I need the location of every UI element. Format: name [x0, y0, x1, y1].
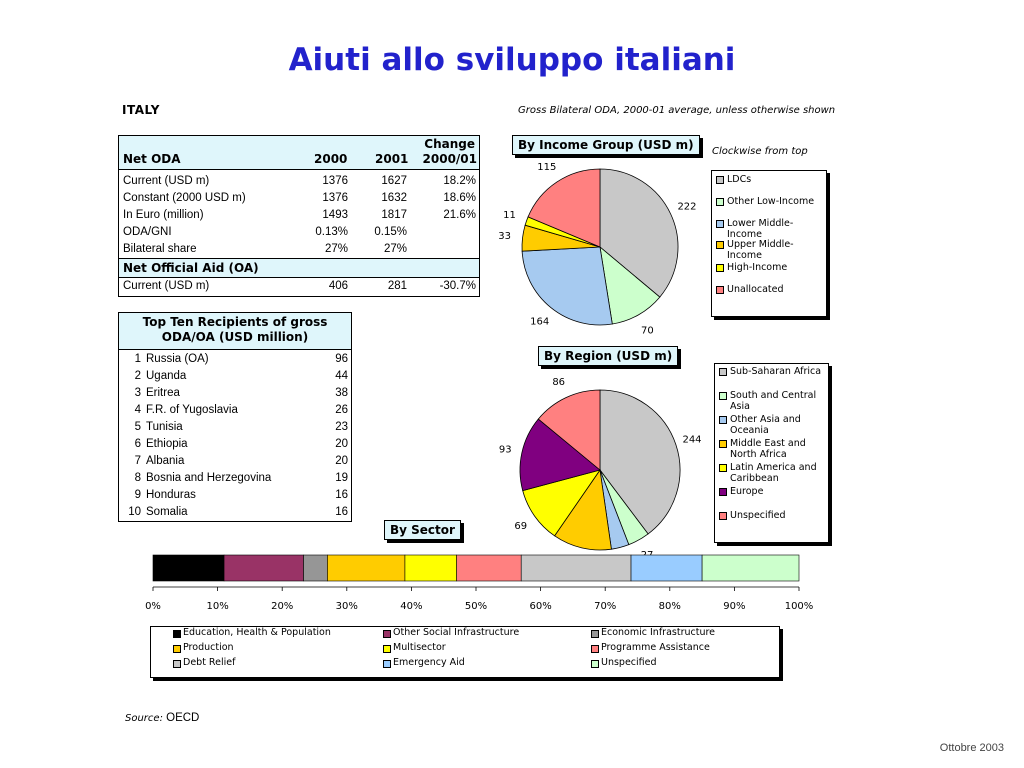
change-header-line1: Change: [424, 137, 475, 151]
sector-segment: [224, 555, 303, 581]
pie-value-label: 93: [498, 444, 512, 456]
x-tick-label: 70%: [594, 601, 617, 612]
sector-title: By Sector: [384, 520, 461, 540]
list-item: 6 Ethiopia 20: [134, 438, 348, 450]
pie-value-label: 86: [552, 377, 566, 389]
source-note: Source: OECD: [125, 712, 200, 724]
income-group-pie: [495, 162, 705, 337]
change-header-line2: 2000/01: [422, 152, 477, 166]
slide-title: Aiuti allo sviluppo italiani: [288, 42, 736, 78]
net-oda-table: [118, 135, 480, 297]
pie-value-label: 70: [640, 325, 654, 337]
footer-date: Ottobre 2003: [939, 742, 1004, 754]
table-row: ODA/GNI 0.13% 0.15%: [123, 226, 407, 238]
region-title: By Region (USD m): [538, 346, 678, 366]
pie-value-label: 11: [503, 210, 516, 222]
region-legend: Sub-Saharan Africa South and Central Asia Other Asia and Oceania Middle East and North Africa Latin America and Caribbean Europe Unspecified: [714, 363, 829, 543]
x-tick-label: 90%: [723, 601, 746, 612]
list-item: 10 Somalia 16: [128, 506, 348, 518]
pie-value-label: 115: [537, 162, 557, 174]
table-row: In Euro (million) 1493 1817 21.6%: [123, 209, 476, 221]
x-tick-label: 100%: [784, 601, 814, 612]
top-ten-recipients-table: [118, 312, 352, 522]
sector-segment: [304, 555, 328, 581]
x-tick-label: 20%: [271, 601, 294, 612]
x-tick-label: 50%: [464, 601, 488, 612]
list-item: 5 Tunisia 23: [134, 421, 348, 433]
list-item: 4 F.R. of Yugoslavia 26: [134, 404, 348, 416]
list-item: 9 Honduras 16: [134, 489, 348, 501]
x-tick-label: 30%: [335, 601, 358, 612]
sector-bar-chart: [140, 550, 820, 620]
x-tick-label: 0%: [145, 601, 161, 612]
table-row: Bilateral share 27% 27%: [123, 243, 407, 255]
income-group-title: By Income Group (USD m): [512, 135, 700, 155]
pie-value-label: 244: [682, 434, 702, 446]
region-pie: [495, 370, 705, 555]
top-ten-header: Top Ten Recipients of gross ODA/OA (USD million): [119, 313, 351, 350]
pie-value-label: 222: [677, 201, 697, 213]
net-official-aid-header: Net Official Aid (OA): [119, 258, 479, 278]
sector-segment: [457, 555, 522, 581]
income-group-legend: LDCs Other Low-Income Lower Middle-Income Upper Middle-Income High-Income Unallocated: [711, 170, 827, 317]
sector-segment: [702, 555, 799, 581]
sector-legend: Education, Health & Population Other Social Infrastructure Economic Infrastructure Production Multisector Programme Assistance Debt Relief Emergency Aid Unspecified: [150, 626, 780, 678]
list-item: 3 Eritrea 38: [134, 387, 348, 399]
year-2001-header: 2001: [375, 152, 409, 166]
table-row: Current (USD m) 406 281 -30.7%: [123, 280, 476, 292]
net-oda-label: Net ODA: [123, 152, 181, 166]
pie-value-label: 33: [498, 230, 512, 242]
sector-segment: [153, 555, 224, 581]
x-tick-label: 40%: [400, 601, 423, 612]
sector-segment: [521, 555, 631, 581]
source-subtitle: Gross Bilateral ODA, 2000-01 average, unless otherwise shown: [518, 105, 836, 116]
net-oda-table-header: [119, 136, 479, 170]
list-item: 7 Albania 20: [134, 455, 348, 467]
x-tick-label: 60%: [529, 601, 552, 612]
list-item: 8 Bosnia and Herzegovina 19: [134, 472, 348, 484]
x-tick-label: 80%: [658, 601, 681, 612]
country-label: ITALY: [122, 103, 160, 117]
clockwise-note: Clockwise from top: [712, 146, 808, 157]
list-item: 1 Russia (OA) 96: [134, 353, 348, 365]
table-row: Constant (2000 USD m) 1376 1632 18.6%: [123, 192, 476, 204]
x-tick-label: 10%: [206, 601, 229, 612]
sector-segment: [405, 555, 457, 581]
year-2000-header: 2000: [314, 152, 348, 166]
list-item: 2 Uganda 44: [134, 370, 348, 382]
table-row: Current (USD m) 1376 1627 18.2%: [123, 175, 476, 187]
sector-segment: [327, 555, 405, 581]
pie-value-label: 164: [530, 316, 550, 328]
pie-slice: [522, 247, 612, 325]
sector-segment: [631, 555, 702, 581]
pie-value-label: 69: [514, 520, 528, 532]
